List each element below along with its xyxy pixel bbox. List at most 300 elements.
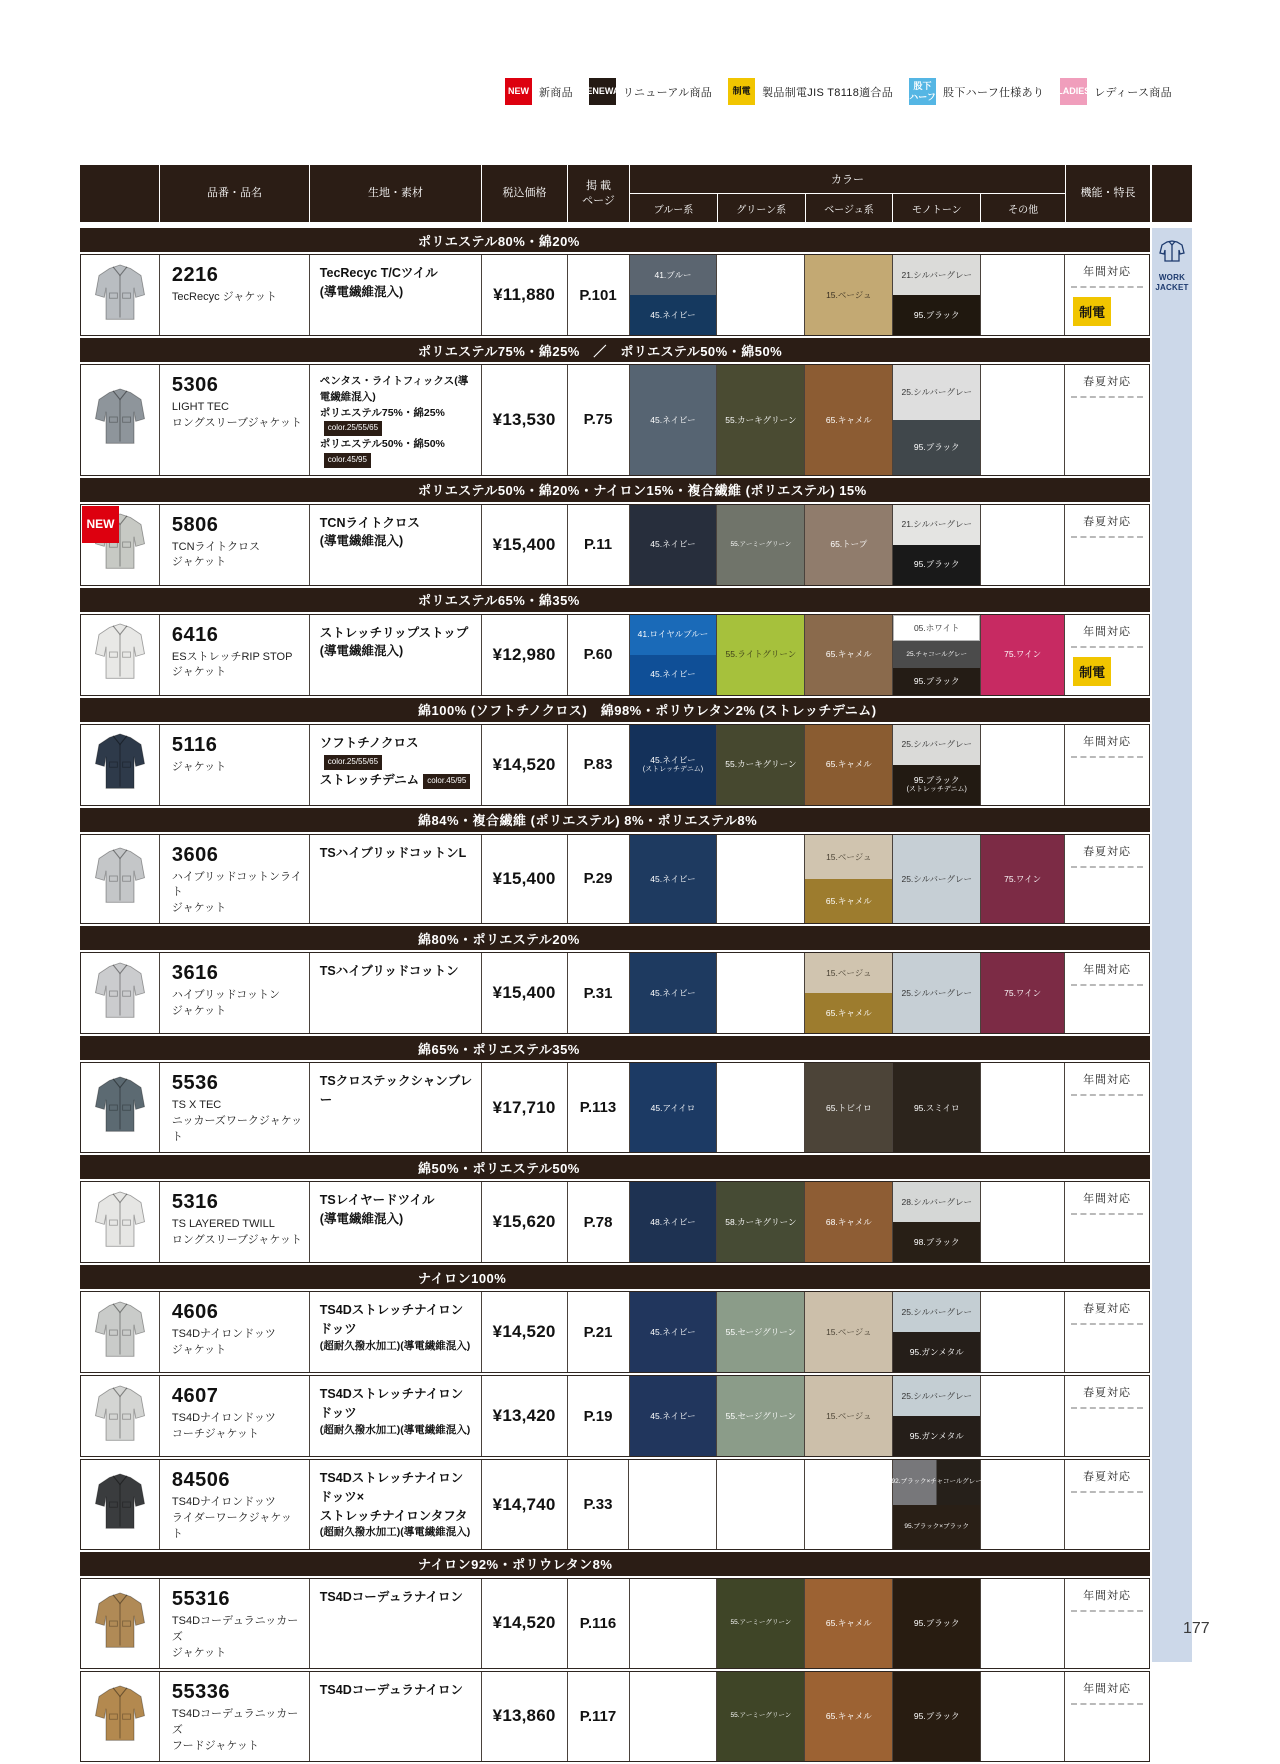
page-ref-cell: P.60 <box>568 615 630 695</box>
color-column-green <box>717 1292 805 1372</box>
product-code: 5316 <box>171 1191 219 1214</box>
features-cell <box>1065 365 1149 475</box>
swatch-label: 45.ネイビー <box>650 669 696 680</box>
product-item-cell <box>160 725 310 805</box>
color-column-other <box>981 1376 1065 1456</box>
color-swatch <box>630 1063 717 1152</box>
swatch-label: 15.ベージュ <box>826 1327 872 1338</box>
page-ref-cell: P.117 <box>568 1672 630 1761</box>
product-name: コーチジャケット <box>171 1428 259 1441</box>
page-ref-cell: P.19 <box>568 1376 630 1456</box>
color-swatch <box>630 1182 717 1262</box>
price-cell: ¥11,880 <box>482 255 568 335</box>
swatch-label: 21.シルバーグレー <box>901 269 972 280</box>
color-swatch <box>805 993 892 1033</box>
swatch-label: 28.シルバーグレー <box>901 1197 972 1208</box>
season-label: 年間対応 <box>1083 1193 1132 1206</box>
product-row <box>80 254 1150 336</box>
color-swatch <box>717 1376 804 1456</box>
swatch-label: 98.ブラック <box>913 1237 960 1248</box>
product-name: ESストレッチRIP STOP <box>171 650 293 663</box>
product-name: ジャケット <box>171 1646 227 1659</box>
fabric-line: ポリエステル50%・綿50%color.45/95 <box>320 437 475 469</box>
color-swatch <box>805 879 892 923</box>
product-name: ジャケット <box>171 666 227 679</box>
color-column-mono <box>893 953 981 1033</box>
product-row <box>80 1375 1150 1457</box>
price-cell: ¥15,400 <box>482 835 568 924</box>
features-cell <box>1065 1460 1149 1549</box>
swatch-label: 75.ワイン <box>1004 649 1042 660</box>
color-swatch <box>893 545 980 585</box>
product-code: 5536 <box>171 1072 219 1095</box>
color-column-mono <box>893 1182 981 1262</box>
color-column-other <box>981 1579 1065 1668</box>
color-swatch <box>630 1292 717 1372</box>
color-column-other <box>981 835 1065 924</box>
swatch-label: 21.シルバーグレー <box>901 519 972 530</box>
color-swatch <box>805 1579 892 1668</box>
swatch-label: 65.トープ <box>830 539 868 550</box>
product-code: 6416 <box>171 623 219 646</box>
price-cell: ¥13,860 <box>482 1672 568 1761</box>
legend-badge: NEW <box>505 78 532 105</box>
feature-divider <box>1071 1323 1143 1325</box>
color-tag: color.45/95 <box>324 453 371 468</box>
swatch-label: 41.ロイヤルブルー <box>637 629 709 640</box>
side-title-line1: WORK <box>1158 273 1186 282</box>
product-item-cell <box>160 953 310 1033</box>
product-photo-cell <box>81 1579 160 1668</box>
product-code: 4607 <box>171 1385 219 1408</box>
product-name: ジャケット <box>171 556 227 569</box>
fabric-line: ポリエステル75%・綿25%color.25/55/65 <box>320 406 475 438</box>
color-swatch <box>893 953 980 1033</box>
product-name: TS X TEC <box>171 1099 222 1112</box>
price-cell: ¥17,710 <box>482 1063 568 1152</box>
product-photo <box>92 1470 148 1539</box>
product-name: ハイブリッドコットン <box>171 989 281 1002</box>
color-swatch <box>630 1376 717 1456</box>
color-swatch <box>805 1292 892 1372</box>
swatch-label: 65.キャメル <box>825 759 872 770</box>
color-swatch <box>630 655 717 695</box>
swatch-label: 45.ネイビー <box>650 1327 696 1338</box>
color-column-green <box>717 365 805 475</box>
header-color-other: その他 <box>1008 204 1039 216</box>
price-cell: ¥14,520 <box>482 1579 568 1668</box>
price-cell: ¥13,420 <box>482 1376 568 1456</box>
color-column-beige <box>805 953 893 1033</box>
legend <box>505 78 1172 105</box>
legend-item <box>579 78 713 105</box>
product-name: TS4Dナイロンドッツ <box>171 1328 276 1341</box>
fabric-line: TS4Dコーデュラナイロン <box>319 1589 463 1604</box>
product-name: TecRecyc ジャケット <box>171 291 277 303</box>
color-column-mono <box>893 615 981 695</box>
legend-badge: 股下 ハーフ <box>909 78 936 105</box>
fabric-line: ソフトチノクロスcolor.25/55/65 <box>320 734 475 772</box>
legend-label: リニューアル商品 <box>622 86 713 99</box>
color-column-mono <box>893 1063 981 1152</box>
fabric-cell <box>310 1579 482 1668</box>
color-tag: color.25/55/65 <box>324 421 382 436</box>
color-column-blue <box>630 953 718 1033</box>
product-code: 55316 <box>171 1587 231 1610</box>
page-ref-cell: P.83 <box>568 725 630 805</box>
color-swatch <box>981 835 1064 924</box>
color-swatch <box>893 1672 980 1761</box>
color-column-green <box>717 615 805 695</box>
fabric-line: TS4Dコーデュラナイロン <box>319 1682 463 1697</box>
legend-label: 股下ハーフ仕様あり <box>943 86 1045 99</box>
fabric-line: TCNライトクロス <box>319 515 420 530</box>
product-name: LIGHT TEC <box>171 401 229 413</box>
fabric-line: ストレッチデニム color.45/95 <box>320 771 475 790</box>
side-title-line2: JACKET <box>1155 283 1189 292</box>
swatch-label: 25.シルバーグレー <box>901 1391 972 1402</box>
page-ref-cell: P.33 <box>568 1460 630 1549</box>
color-swatch <box>893 505 980 545</box>
swatch-label: 95.ブラック <box>913 1618 960 1629</box>
features-cell <box>1065 615 1149 695</box>
swatch-label: 95.スミイロ <box>913 1102 960 1113</box>
legend-badge: LADIES <box>1060 78 1087 105</box>
price-cell: ¥12,980 <box>482 615 568 695</box>
color-swatch <box>893 615 980 642</box>
color-column-green <box>717 1579 805 1668</box>
color-swatch <box>893 255 980 295</box>
antistatic-badge: 制電 <box>1073 297 1111 326</box>
swatch-label: 65.キャメル <box>825 896 872 907</box>
features-cell <box>1065 505 1149 585</box>
swatch-label: 55.アーミーグリーン <box>730 540 792 548</box>
color-column-mono <box>893 365 981 475</box>
swatch-label: 95.ブラック <box>913 1711 960 1722</box>
fabric-cell <box>310 1376 482 1456</box>
product-code: 4606 <box>171 1301 219 1324</box>
product-name: TCNライトクロス <box>171 540 260 553</box>
category-side-strip <box>1152 228 1192 1662</box>
product-photo <box>92 1682 148 1751</box>
category-bar: ポリエステル65%・綿35% <box>80 588 1150 612</box>
swatch-label: 95.ブラック <box>913 309 960 320</box>
feature-divider <box>1071 866 1143 868</box>
color-swatch <box>893 1416 980 1456</box>
fabric-line: (超耐久撥水加工)(導電繊維混入) <box>319 1526 471 1539</box>
fabric-line: TSレイヤードツイル <box>319 1193 435 1208</box>
fabric-line: TecRecyc T/Cツイル <box>319 266 438 280</box>
page-ref-cell: P.75 <box>568 365 630 475</box>
color-column-beige <box>805 1292 893 1372</box>
color-swatch <box>805 505 892 585</box>
feature-divider <box>1071 1703 1143 1705</box>
product-photo <box>92 1589 148 1658</box>
color-column-blue <box>630 835 718 924</box>
fabric-cell <box>310 725 482 805</box>
color-column-beige <box>805 255 893 335</box>
page-ref-cell: P.29 <box>568 835 630 924</box>
header-color-group <box>630 165 1066 222</box>
category-bar: ポリエステル80%・綿20% <box>80 228 1150 252</box>
page-ref-cell: P.21 <box>568 1292 630 1372</box>
feature-divider <box>1071 1610 1143 1612</box>
product-row <box>80 1062 1150 1153</box>
swatch-label: 65.キャメル <box>825 1008 872 1019</box>
swatch-label: 65.トビイロ <box>826 1102 872 1113</box>
swatch-label: 25.シルバーグレー <box>901 873 972 884</box>
color-swatch <box>805 1376 892 1456</box>
feature-divider <box>1071 1491 1143 1493</box>
page-ref-cell: P.11 <box>568 505 630 585</box>
color-column-green <box>717 1182 805 1262</box>
features-cell <box>1065 1063 1149 1152</box>
product-name: TS4Dコーデュラニッカーズ <box>171 1614 299 1643</box>
product-item-cell <box>160 365 310 475</box>
product-row <box>80 1578 1150 1669</box>
color-column-blue <box>630 1672 718 1761</box>
category-bar: 綿80%・ポリエステル20% <box>80 926 1150 950</box>
product-photo <box>92 844 148 913</box>
price-cell: ¥15,400 <box>482 953 568 1033</box>
swatch-label: 05.ホワイト <box>913 622 960 633</box>
swatch-sublabel: (ストレッチデニム) <box>906 786 967 794</box>
color-column-green <box>717 953 805 1033</box>
swatch-label: 95.ブラック <box>913 442 960 453</box>
season-label: 春夏対応 <box>1083 1471 1132 1484</box>
product-item-cell <box>160 615 310 695</box>
season-label: 年間対応 <box>1083 1074 1132 1087</box>
swatch-label: 95.ブラック <box>913 774 960 785</box>
category-bar: 綿50%・ポリエステル50% <box>80 1155 1150 1179</box>
category-bar: 綿65%・ポリエステル35% <box>80 1036 1150 1060</box>
page-ref-cell: P.116 <box>568 1579 630 1668</box>
price-cell: ¥14,520 <box>482 725 568 805</box>
swatch-label: 45.ネイビー <box>650 1411 696 1422</box>
swatch-label: 65.キャメル <box>825 414 872 425</box>
page-ref-cell: P.78 <box>568 1182 630 1262</box>
product-name: ジャケット <box>171 902 227 915</box>
color-swatch <box>717 615 804 695</box>
header-features: 機能・特長 <box>1066 165 1150 222</box>
fabric-line: TSクロステックシャンブレー <box>319 1074 473 1108</box>
color-column-other <box>981 1460 1065 1549</box>
season-label: 春夏対応 <box>1083 1387 1132 1400</box>
fabric-line: (導電繊維混入) <box>319 284 404 299</box>
color-column-mono <box>893 725 981 805</box>
features-cell <box>1065 1579 1149 1668</box>
header-color-blue: ブルー系 <box>630 194 718 222</box>
feature-divider <box>1071 756 1143 758</box>
product-row <box>80 364 1150 476</box>
swatch-label: 45.アイイロ <box>650 1102 696 1113</box>
color-tag: color.45/95 <box>423 774 470 789</box>
product-photo-cell <box>81 1182 160 1262</box>
side-strip-title <box>1155 273 1188 293</box>
color-column-green <box>717 1460 805 1549</box>
swatch-label: 45.ネイビー <box>650 988 696 999</box>
features-cell <box>1065 255 1149 335</box>
color-column-mono <box>893 1672 981 1761</box>
color-column-beige <box>805 1376 893 1456</box>
color-swatch <box>805 953 892 993</box>
antistatic-badge: 制電 <box>1073 657 1111 686</box>
color-swatch <box>630 953 717 1033</box>
color-column-other <box>981 615 1065 695</box>
swatch-sublabel: (ストレッチデニム) <box>642 766 704 774</box>
color-swatch <box>805 1182 892 1262</box>
fabric-line: (導電繊維混入) <box>319 644 404 659</box>
color-column-mono <box>893 1460 981 1549</box>
side-strip-head <box>1152 228 1192 293</box>
color-swatch <box>893 668 980 695</box>
color-column-mono <box>893 1292 981 1372</box>
swatch-label: 65.キャメル <box>825 1618 872 1629</box>
category-bar: ナイロン92%・ポリウレタン8% <box>80 1552 1150 1576</box>
product-row <box>80 724 1150 806</box>
color-swatch <box>630 295 717 335</box>
product-row <box>80 504 1150 586</box>
header-color-mono: モノトーン <box>893 194 981 222</box>
product-item-cell <box>160 1376 310 1456</box>
swatch-label: 95.ガンメタル <box>909 1431 964 1442</box>
color-swatch <box>630 255 717 295</box>
product-photo-cell <box>81 1460 160 1549</box>
color-swatch <box>805 725 892 805</box>
legend-label: レディース商品 <box>1094 86 1172 99</box>
category-bar: ナイロン100% <box>80 1265 1150 1289</box>
feature-divider <box>1071 1213 1143 1215</box>
legend-item <box>1057 78 1172 105</box>
color-column-blue <box>630 1182 718 1262</box>
product-photo-cell <box>81 1376 160 1456</box>
color-swatch <box>893 641 980 668</box>
swatch-label: 95.ブラック <box>913 559 960 570</box>
category-bar: ポリエステル75%・綿25% ／ ポリエステル50%・綿50% <box>80 338 1150 362</box>
product-photo <box>92 1073 148 1142</box>
legend-badge: RENEWAL <box>589 78 616 105</box>
color-column-green <box>717 1376 805 1456</box>
season-label: 春夏対応 <box>1083 515 1132 528</box>
price-cell: ¥13,530 <box>482 365 568 475</box>
color-tag: color.25/55/65 <box>324 755 382 770</box>
product-item-cell <box>160 1460 310 1549</box>
swatch-label: 95.ブラック×ブラック <box>904 1522 969 1530</box>
product-row <box>80 834 1150 925</box>
color-column-other <box>981 365 1065 475</box>
color-column-beige <box>805 1460 893 1549</box>
product-photo <box>92 1382 148 1451</box>
swatch-label: 65.キャメル <box>825 649 872 660</box>
fabric-cell <box>310 505 482 585</box>
header-color-beige: ベージュ系 <box>806 194 894 222</box>
color-swatch <box>805 255 892 335</box>
color-swatch <box>717 365 804 475</box>
color-swatch <box>893 1579 980 1668</box>
product-name: ハイブリッドコットンライト <box>171 870 302 899</box>
color-swatch <box>805 1063 892 1152</box>
swatch-label: 55.カーキグリーン <box>725 759 797 770</box>
category-bar: 綿84%・複合繊維 (ポリエステル) 8%・ポリエステル8% <box>80 808 1150 832</box>
legend-item <box>505 78 573 105</box>
fabric-line: (超耐久撥水加工)(導電繊維混入) <box>319 1423 471 1436</box>
fabric-line: ストレッチリップストップ <box>319 625 469 640</box>
fabric-cell <box>310 615 482 695</box>
fabric-cell <box>310 365 482 475</box>
product-photo-cell <box>81 1063 160 1152</box>
product-item-cell <box>160 1182 310 1262</box>
fabric-line: TSハイブリッドコットン <box>319 964 459 979</box>
color-column-blue <box>629 1460 717 1549</box>
fabric-cell <box>310 1182 482 1262</box>
color-swatch <box>717 1672 804 1761</box>
color-swatch <box>893 725 980 765</box>
color-swatch <box>893 1182 980 1222</box>
color-column-mono <box>893 835 981 924</box>
product-item-cell <box>160 255 310 335</box>
swatch-label: 45.ネイビー <box>650 539 696 550</box>
swatch-label: 45.ネイビー <box>650 873 696 884</box>
color-swatch <box>717 725 804 805</box>
page-ref-cell: P.101 <box>568 255 630 335</box>
product-name: ジャケット <box>171 760 227 773</box>
product-photo <box>92 730 148 799</box>
product-name: TS4Dコーデュラニッカーズ <box>171 1707 299 1736</box>
product-name: ロングスリーブジャケット <box>171 416 302 429</box>
color-column-blue <box>630 1579 718 1668</box>
header-photo <box>80 165 160 222</box>
fabric-line: TS4Dストレッチナイロンドッツ× <box>319 1471 464 1504</box>
swatch-label: 68.キャメル <box>825 1217 872 1228</box>
color-swatch <box>893 1376 980 1416</box>
color-column-blue <box>630 725 718 805</box>
product-photo <box>92 1188 148 1257</box>
features-cell <box>1065 1292 1149 1372</box>
table-header <box>80 165 1150 222</box>
swatch-label: 25.シルバーグレー <box>901 387 972 398</box>
color-swatch <box>805 1672 892 1761</box>
fabric-line: (導電繊維混入) <box>319 534 404 549</box>
swatch-label: 58.カーキグリーン <box>725 1217 797 1228</box>
product-name: ジャケット <box>171 1344 227 1357</box>
product-code: 84506 <box>171 1469 231 1492</box>
product-row <box>80 1671 1150 1762</box>
color-swatch <box>893 1505 980 1549</box>
color-swatch <box>717 505 804 585</box>
product-photo <box>92 620 148 689</box>
season-label: 年間対応 <box>1083 1589 1132 1602</box>
color-swatch <box>717 1292 804 1372</box>
color-column-mono <box>893 505 981 585</box>
table-body <box>80 228 1150 1762</box>
product-photo-cell <box>81 505 160 585</box>
category-bar: 綿100% (ソフトチノクロス) 綿98%・ポリウレタン2% (ストレッチデニム) <box>80 698 1150 722</box>
product-photo-cell <box>81 1292 160 1372</box>
color-swatch <box>893 1292 980 1332</box>
swatch-label: 25.シルバーグレー <box>901 1307 972 1318</box>
color-column-other <box>981 505 1065 585</box>
legend-item <box>909 78 1044 105</box>
legend-label: 製品制電JIS T8118適合品 <box>762 86 894 99</box>
product-photo-cell <box>81 255 160 335</box>
swatch-label: 75.ワイン <box>1004 988 1042 999</box>
product-name: TS4Dナイロンドッツ <box>171 1412 276 1425</box>
product-photo <box>92 1298 148 1367</box>
color-column-blue <box>630 615 718 695</box>
color-column-mono <box>893 1376 981 1456</box>
page-ref-cell: P.113 <box>568 1063 630 1152</box>
color-swatch <box>630 725 717 805</box>
